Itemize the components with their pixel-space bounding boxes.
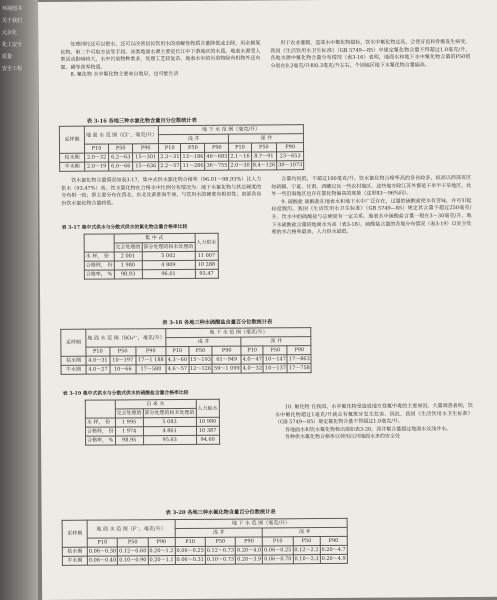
top-left-paragraph: 处理同时还可以把水、还可以改善居民饮用水的溶解性物质含量降低或去除，用金属氧化物、第二个可取方法等手段。该类地面水源主要是长江中下游地区的水质。地表水源受人类活动影响较大，水中污染物种类多，处理工艺较复杂。地表水中的污染物除有机物外还有氮、磷等营养物质。 (60, 40, 261, 71)
cell: 15～636 (133, 162, 159, 171)
t320-sub: P10 (263, 537, 293, 546)
t318-h-shallow: 浅 井 (166, 337, 241, 347)
t320-sub: P50 (293, 537, 320, 546)
table-316-caption: 表 3-16 各地三种水氯化物含量百分位数统计表 (86, 117, 197, 125)
strip-text-1: 环境图书 (2, 6, 23, 12)
t320-h-surface: 地 面 水 范 围（F⁻，毫克/升） (87, 520, 175, 539)
cell: 0.20～1.2 (149, 548, 174, 555)
cell: 93.47 (195, 269, 218, 278)
t316-h-deep: 深 井 (229, 134, 304, 144)
table-318-caption: 表 3-18 各地三种水硫酸盐含量百分位数统计表 (162, 319, 273, 327)
cell: 10～197 (110, 356, 136, 365)
table-320 (62, 518, 348, 566)
t316-sub: P90 (205, 143, 229, 152)
t320-h-shallow: 浅 井 (175, 528, 263, 538)
cell: 61～949 (212, 355, 241, 364)
t316-sub: P90 (133, 144, 159, 153)
table-row (62, 554, 347, 565)
cell: 1 995 (115, 418, 143, 427)
mid-left-paragraph: 饮水氯化物含量情况如表3-17，集中式供水氯化物合格率（96.01～98.93%）比人力供水（93.47%）高。饮水氯化物在合格水中比例分布情况为：地下水氯化物与其总硬度的分布相一致；即主要分布在西北、东北及黄淮海平原，与饮用水的硬度有相似性；南部各省份饮水氯化物含量较低。 (61, 176, 262, 207)
cell: 12～126 (190, 365, 212, 372)
cell: 0.10～0.90 (119, 557, 147, 564)
cell: 17～1 188 (135, 356, 166, 365)
t318-sub: P10 (166, 346, 188, 355)
cell: 1 974 (115, 427, 143, 436)
row-label: 丰水期 (60, 162, 85, 171)
lower-right-column (275, 403, 473, 442)
fluoride-para-2: 各地面水和饮水氟化物检出值如表3-20，深井氟含量超过地面水及浅井水。 (284, 425, 452, 434)
t317-h-sub1: 完全处理的 (115, 244, 141, 251)
t320-h-ground: 地 下 水 范 围（毫克/升） (175, 518, 347, 528)
cell: 5 083 (143, 417, 196, 426)
t316-sub: P50 (181, 143, 205, 152)
cell: 10 288 (195, 260, 218, 269)
cell: 6.0～66 (109, 162, 133, 171)
table-row (84, 251, 218, 261)
cell: 4.3～60 (167, 356, 188, 364)
table-row (86, 435, 220, 445)
t316-sub: P50 (251, 143, 277, 152)
t318-sub: P10 (86, 347, 110, 356)
t316-sub: P10 (229, 143, 251, 152)
row-label: 合格样， 份 (86, 428, 114, 435)
cell: 2.1～16 (230, 153, 250, 160)
cell: 0.06～0.30 (88, 548, 117, 555)
row-label: 丰水期 (61, 365, 86, 374)
row-label: 合格率， % (87, 437, 114, 444)
cell: 0.20～4.9 (321, 555, 346, 563)
t319-h-sub2: 部分处理的和未处理的 (144, 409, 195, 417)
t316-h-shallow: 浅 井 (159, 134, 229, 143)
strip-text-5: 质量 (2, 54, 13, 60)
t317-h-central: 集 中 式 (114, 233, 195, 243)
table-317 (84, 233, 219, 280)
t318-sub: P50 (110, 347, 136, 356)
cell: 95.63 (143, 435, 196, 444)
strip-text-4: 化工安全 (2, 42, 23, 48)
cell: 36～755 (206, 162, 228, 169)
table-row (60, 161, 304, 172)
t318-h-surface: 地 面 水 范 围（SO₄²⁻，毫克/升） (86, 329, 166, 348)
mid-right-paragraph: 含量均很低，不超过100毫克/升。饮水氯化物合格率高的各省较多，较高以西部省区如新疆、宁夏、甘肃、西藏以及一些农村地区。这些地方除江苏外都是干旱半干旱地区，此外一些沿海地区也存在氯化物偏高的现象（这里83～96%间）。 (271, 174, 472, 198)
cell: 4.6～57 (167, 365, 188, 373)
t318-sub: P10 (241, 346, 263, 355)
cell: 8.7～91 (251, 152, 277, 161)
cell: 23～653 (277, 152, 304, 161)
mid-right-column (271, 175, 471, 237)
cell: 4.0～27 (86, 365, 110, 374)
cell: 0.06～0.25 (264, 547, 292, 554)
cell: 11 007 (195, 251, 218, 260)
t316-sub: P50 (109, 144, 133, 153)
row-label: 水 样， 份 (85, 418, 115, 427)
cell: 0.10～2.3 (294, 556, 319, 563)
cell: 10 387 (196, 426, 219, 435)
fluoride-section: 10. 氟化物 在我国，水中氟化物是造成地方性氟中毒的主要原因。大量调查表明，饮水中氟化物超过1毫克/升就会有氟斑牙发生危害。因此，我国《生活饮用水卫生标准》（GB 5749—85）规定氟化物含量不得超过1.0毫克/升。 (274, 402, 473, 426)
cell: 15～193 (190, 356, 211, 363)
cell: 15～301 (133, 153, 159, 162)
t316-h-surface: 地 面 水 范 围（Cl⁻，毫克/升） (84, 126, 158, 145)
table-row (85, 417, 219, 427)
cell: 59～1 099 (213, 365, 240, 372)
book-page (38, 0, 497, 600)
top-left-column (60, 40, 260, 79)
table-row (84, 269, 218, 279)
cell: 1 980 (114, 261, 142, 270)
cell: 98.95 (115, 436, 143, 445)
cell: 10 980 (196, 417, 219, 426)
t318-h-ground: 地 下 水 范 围（毫克/升） (166, 328, 311, 338)
cell: 17～758 (288, 365, 310, 372)
cell: 10～66 (110, 365, 136, 374)
t320-sub: P90 (320, 536, 347, 545)
t319-h-central: 自 来 水 (115, 399, 196, 409)
left-page-strip (0, 0, 38, 600)
table-row (85, 426, 219, 436)
cell: 46～683 (206, 153, 228, 160)
table-319 (85, 399, 220, 446)
cell: 6.2～63 (109, 153, 133, 162)
t316-h-category: 采样期 (59, 126, 84, 153)
t320-sub: P90 (148, 538, 175, 547)
table-319-caption: 表 3-19 集中式供水与分散式供水的硫酸盐含量合格率比较 (62, 389, 189, 397)
t316-sub: P90 (277, 143, 304, 152)
table-316 (59, 124, 304, 172)
cell: 8.4～126 (252, 162, 276, 169)
cell: 0.12～2.2 (294, 547, 319, 554)
cell: 17～580 (136, 365, 167, 374)
cell: 0.10～0.73 (206, 556, 235, 563)
t316-sub: P10 (159, 144, 181, 153)
row-label: 丰水期 (62, 556, 87, 565)
cell: 0.06～0.31 (176, 556, 204, 564)
cell: 2.0～19 (85, 162, 109, 171)
cell: 2.2～57 (160, 163, 180, 170)
cell: 2.0～30 (230, 162, 250, 169)
t318-sub: P50 (188, 346, 212, 355)
t318-h-category: 采样期 (61, 329, 86, 356)
table-row (84, 260, 218, 270)
t317-h-sub2: 部分处理的和未处理的 (143, 243, 194, 251)
top-right-column (270, 39, 470, 71)
top-right-paragraph: 用于农业灌溉，造成水中氟化物超标，饮水中氟化物过高，会使牙齿和骨骼发生病变，我国《生活饮用水卫生标准》（GB 5749—85）中规定氟化物含量不得超过1.0毫克/升。各地水源中氟化物含量分布情况（表3-16）表明，地面水和地下水中氟化物含量的P50值分别在0.2毫克/升和0.3毫克/升左右，个别地区地下水氟化物含量偏高。 (270, 38, 471, 70)
fluoride-intro: 8. 氟化物 水中氟化物主要来自地层，也可能生活 (70, 71, 179, 79)
t320-h-category: 采样期 (62, 520, 87, 547)
t320-sub: P50 (118, 538, 148, 547)
t319-h-item (85, 400, 115, 418)
t320-sub: P90 (235, 537, 262, 546)
row-label: 合格率， % (85, 271, 113, 278)
cell: 96.01 (142, 269, 195, 278)
table-317-caption: 表 3-17 集中式供水与分散式供水的氯化物含量合格率比较 (61, 223, 188, 231)
t317-h-item (84, 234, 114, 252)
cell: 2.3～31 (160, 154, 180, 161)
strip-text-3: 元杂化 (2, 30, 18, 36)
cell: 0.20～3.9 (237, 556, 262, 563)
cell: 10～137 (265, 365, 286, 372)
cell: 13～186 (182, 153, 204, 160)
row-label: 枯水期 (62, 547, 87, 556)
cell: 4.0～31 (86, 356, 110, 365)
sulfate-section: 9. 硫酸盐 硫酸盐在地表水和地下水中广泛存在，过量的硫酸盐使水有苦味，并可引起轻度腹泻。我国《生活饮用水卫生标准》（GB 5749—85）规定其含量不超过250毫克/升。饮水中的硫酸盐与总硬度有一定关系。地表水中硫酸盐含量一般在3～30毫克/升，地下水硫酸盐含量较地面水为高（表3-18）。硫酸盐含量的各地分布情况（表3-19）以安全处理的水合格率最高，人力供水最低。 (271, 197, 472, 236)
t318-sub: P90 (287, 346, 311, 355)
cell: 0.12～0.60 (119, 548, 147, 555)
t320-sub: P50 (205, 537, 235, 546)
cell: 2.0～32 (85, 153, 109, 162)
row-label: 合格样， 份 (85, 262, 113, 269)
strip-text-2: 关于我们 (2, 18, 23, 24)
cell: 4.0～47 (242, 356, 262, 363)
cell: 0.20～4.0 (237, 547, 262, 554)
t316-sub: P10 (84, 144, 108, 153)
t318-sub: P50 (263, 346, 287, 355)
cell: 4 861 (143, 426, 196, 435)
cell: 10～147 (264, 356, 286, 363)
cell: 30～1073 (278, 162, 303, 169)
t320-sub: P10 (87, 538, 117, 547)
cell: 17～863 (288, 356, 310, 363)
mid-left-column (61, 176, 261, 208)
row-label: 水 样， 份 (84, 252, 114, 261)
cell: 0.06～0.70 (264, 556, 292, 563)
t319-h-human: 人力取水 (196, 399, 219, 417)
row-label: 枯水期 (60, 153, 85, 162)
t319-h-sub1: 完全处理的 (116, 410, 142, 417)
row-label: 枯水期 (61, 356, 86, 365)
cell: 98.93 (114, 270, 142, 279)
t317-h-human: 人力供水 (195, 233, 218, 251)
cell: 0.20～4.7 (321, 546, 346, 554)
t316-h-ground: 地 下 水 范 围（毫克/升） (158, 125, 303, 135)
cell: 0.12～0.73 (206, 547, 235, 554)
cell: 11～286 (182, 162, 204, 169)
cell: 0.06～0.25 (176, 547, 204, 555)
t320-h-deep: 深 井 (262, 527, 347, 537)
t318-sub: P90 (212, 346, 241, 355)
table-row (61, 364, 311, 375)
cell: 4.0～32 (242, 365, 263, 372)
cell: 94.60 (196, 435, 219, 444)
t318-h-deep: 深 井 (241, 337, 311, 346)
fluoride-para-3: 各种供水氟化物合格率以使用江河地面水多的安全处 (285, 433, 401, 441)
cell: 2 001 (114, 252, 142, 261)
cell: 4 809 (142, 260, 195, 269)
cell: 0.06～0.40 (88, 557, 117, 564)
t320-sub: P10 (175, 537, 205, 546)
strip-text-6: 安全工程 (2, 66, 23, 72)
table-318 (60, 327, 312, 375)
cell: 0.20～1.1 (149, 557, 174, 564)
table-320-caption: 表 3-20 各地三种水氟化物含量百分位数统计表 (165, 509, 276, 517)
cell: 5 002 (142, 251, 195, 260)
t318-sub: P90 (135, 347, 166, 356)
